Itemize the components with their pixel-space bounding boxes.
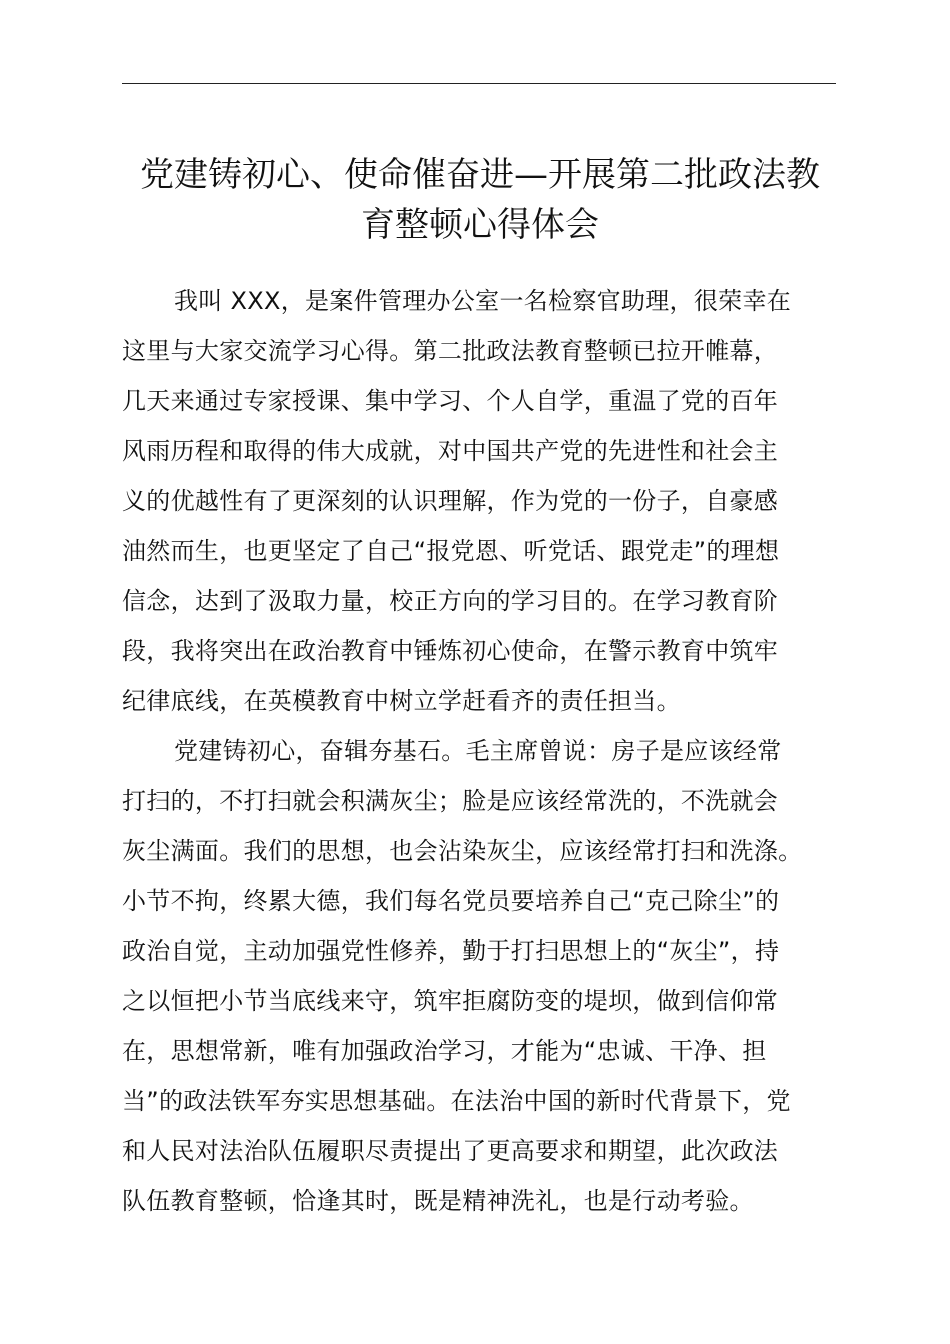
text-line: 当”的政法铁军夯实思想基础。在法治中国的新时代背景下，党 bbox=[122, 1087, 791, 1115]
text-line: 风雨历程和取得的伟大成就，对中国共产党的先进性和社会主 bbox=[122, 437, 779, 465]
text-line: 小节不拘，终累大德，我们每名党员要培养自己“克己除尘”的 bbox=[122, 887, 780, 915]
title-line: 党建铸初心、使命催奋进—开展第二批政法教 bbox=[140, 155, 820, 195]
text-line: 灰尘满面。我们的思想，也会沾染灰尘，应该经常打扫和洗涤。 bbox=[122, 837, 803, 865]
text-line: 党建铸初心，奋辑夯基石。毛主席曾说：房子是应该经常 bbox=[174, 737, 782, 765]
document-title bbox=[110, 150, 850, 250]
text-line: 在，思想常新，唯有加强政治学习，才能为“忠诚、干净、担 bbox=[122, 1037, 767, 1065]
text-line: 义的优越性有了更深刻的认识理解，作为党的一份子，自豪感 bbox=[122, 487, 779, 515]
title-line: 育整顿心得体会 bbox=[361, 205, 599, 245]
text-line: 之以恒把小节当底线来守，筑牢拒腐防变的堤坝，做到信仰常 bbox=[122, 987, 779, 1015]
document-body bbox=[122, 276, 842, 1226]
header-rule bbox=[122, 83, 836, 84]
text-line: 纪律底线，在英模教育中树立学赶看齐的责任担当。 bbox=[122, 687, 681, 715]
text-line: 队伍教育整顿，恰逢其时，既是精神洗礼，也是行动考验。 bbox=[122, 1187, 754, 1215]
text-line: 油然而生，也更坚定了自己“报党恩、听党话、跟党走”的理想 bbox=[122, 537, 780, 565]
text-line: 政治自觉，主动加强党性修养，勤于打扫思想上的“灰尘”，持 bbox=[122, 937, 780, 965]
text-line: 信念，达到了汲取力量，校正方向的学习目的。在学习教育阶 bbox=[122, 587, 779, 615]
text-line: 这里与大家交流学习心得。第二批政法教育整顿已拉开帷幕， bbox=[122, 337, 779, 365]
paragraph-2 bbox=[122, 726, 842, 1226]
text-line: 我叫 XXX，是案件管理办公室一名检察官助理，很荣幸在 bbox=[174, 287, 792, 315]
text-line: 和人民对法治队伍履职尽责提出了更高要求和期望，此次政法 bbox=[122, 1137, 779, 1165]
text-line: 段，我将突出在政治教育中锤炼初心使命，在警示教育中筑牢 bbox=[122, 637, 779, 665]
text-line: 几天来通过专家授课、集中学习、个人自学，重温了党的百年 bbox=[122, 387, 779, 415]
paragraph-1 bbox=[122, 276, 842, 726]
text-line: 打扫的，不打扫就会积满灰尘；脸是应该经常洗的，不洗就会 bbox=[122, 787, 779, 815]
